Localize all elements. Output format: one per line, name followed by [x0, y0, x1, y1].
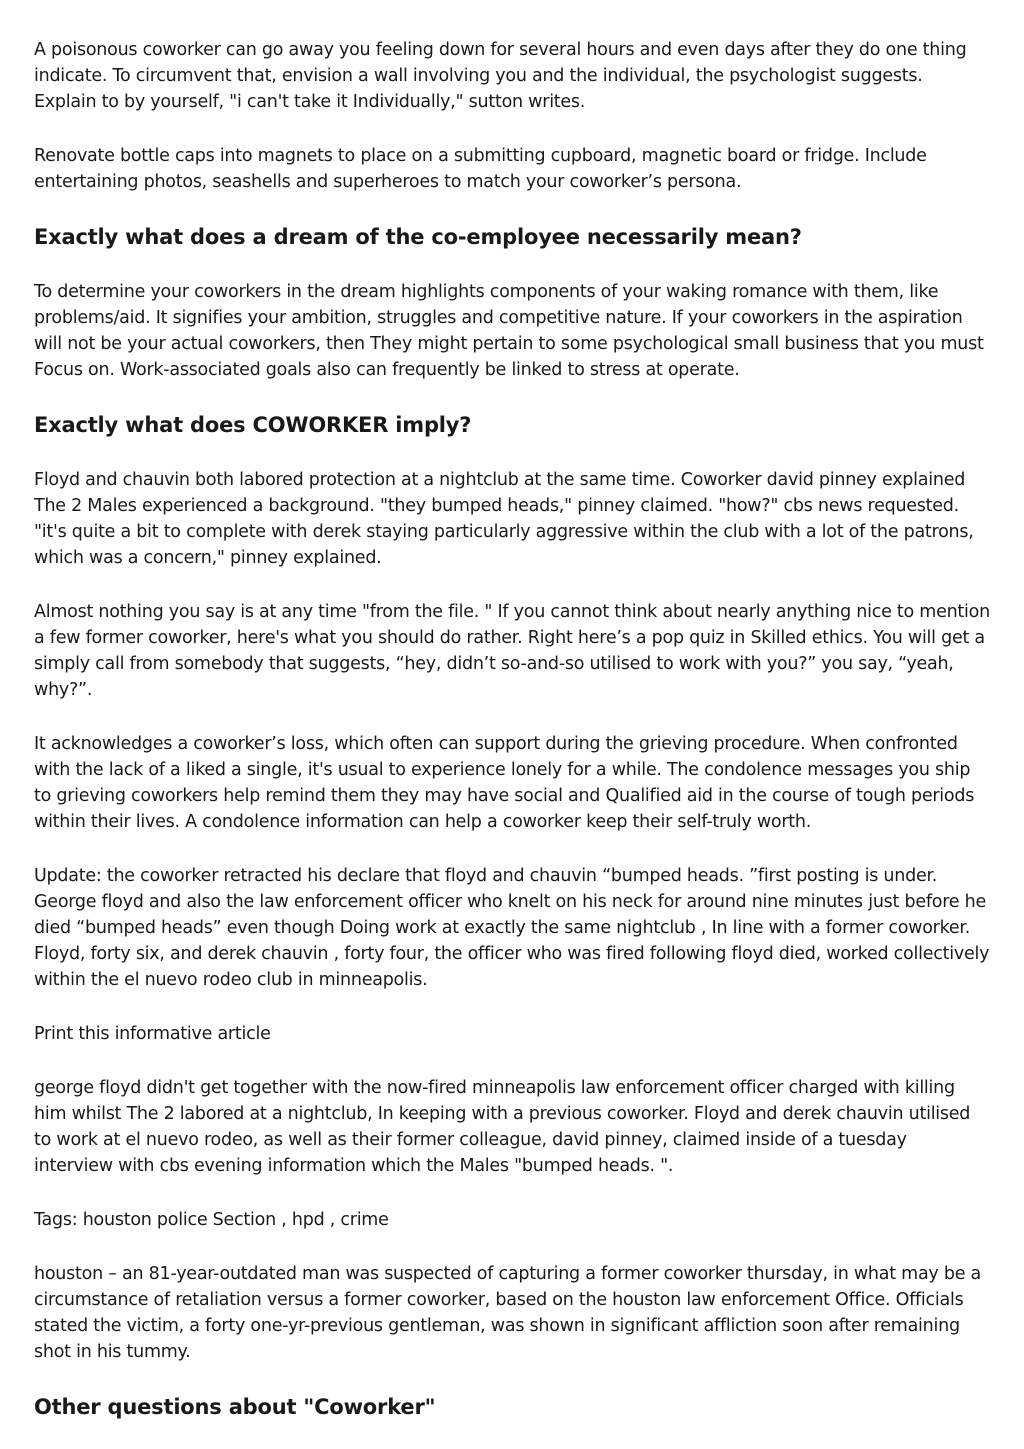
heading-dream-meaning: Exactly what does a dream of the co-employee necessarily mean? — [34, 225, 802, 249]
heading-coworker-meaning: Exactly what does COWORKER imply? — [34, 413, 472, 437]
paragraph-update-retraction: Update: the coworker retracted his declare that floyd and chauvin “bumped heads. ”first posting is under. George floyd and also the law enforcement officer who knelt on his neck for around nine minutes just before he died “bumped heads” even though Doing work at exactly the same nightclub , In line with a former coworker. Floyd, forty six, and derek chauvin , forty four, the officer who was fired following floyd died, worked collectively within the el nuevo rodeo club in minneapolis. — [34, 866, 990, 990]
paragraph-el-nuevo-rodeo: george floyd didn't get together with the now-fired minneapolis law enforcement officer charged with killing him whilst The 2 labored at a nightclub, In keeping with a previous coworker. Floyd and derek chauvin utilised to work at el nuevo rodeo, as well as their former colleague, david pinney, claimed inside of a tuesday interview with cbs evening information which the Males "bumped heads. ". — [34, 1078, 971, 1176]
paragraph-dream-coworkers: To determine your coworkers in the dream highlights components of your waking romance with them, like problems/aid. It signifies your ambition, struggles and competitive nature. If your coworkers in the aspiration will not be your actual coworkers, then They might pertain to some psychological small business that you must Focus on. Work-associated goals also can frequently be linked to stress at operate. — [34, 282, 984, 380]
paragraph-condolence: It acknowledges a coworker’s loss, which often can support during the grieving procedure. When confronted with the lack of a liked a single, it's usual to experience lonely for a while. The condolence messages you ship to grieving coworkers help remind them they may have social and Qualified aid in the course of tough periods within their lives. A condolence information can help a coworker keep their self-truly worth. — [34, 734, 975, 832]
paragraph-bottle-cap-magnets: Renovate bottle caps into magnets to place on a submitting cupboard, magnetic board or fridge. Include entertaining photos, seashells and superheroes to match your coworker’s persona. — [34, 146, 927, 192]
paragraph-print-article: Print this informative article — [34, 1024, 271, 1044]
paragraph-pop-quiz-ethics: Almost nothing you say is at any time "from the file. " If you cannot think about nearly anything nice to mention a few former coworker, here's what you should do rather. Right here’s a pop quiz in Skilled ethics. You will get a simply call from somebody that suggests, “hey, didn’t so-and-so utilised to work with you?” you say, “yeah, why?”. — [34, 602, 990, 700]
paragraph-floyd-chauvin-nightclub: Floyd and chauvin both labored protection at a nightclub at the same time. Coworker david pinney explained The 2 Males experienced a background. "they bumped heads," pinney claimed. "how?" cbs news requested. "it's quite a bit to complete with derek staying particularly aggressive within the club with a lot of the patrons, which was a concern," pinney explained. — [34, 470, 974, 568]
paragraph-tags: Tags: houston police Section , hpd , crime — [34, 1210, 389, 1230]
paragraph-houston-shooting: houston – an 81-year-outdated man was suspected of capturing a former coworker thursday, in what may be a circumstance of retaliation versus a former coworker, based on the houston law enforcement Office. Officials stated the victim, a forty one-yr-previous gentleman, was shown in significant affliction soon after remaining shot in his tummy. — [34, 1264, 981, 1362]
paragraph-toxic-coworker: A poisonous coworker can go away you feeling down for several hours and even days after they do one thing indicate. To circumvent that, envision a wall involving you and the individual, the psychologist suggests. Explain to by yourself, "i can't take it Individually," sutton writes. — [34, 40, 967, 112]
heading-other-questions: Other questions about "Coworker" — [34, 1395, 436, 1419]
